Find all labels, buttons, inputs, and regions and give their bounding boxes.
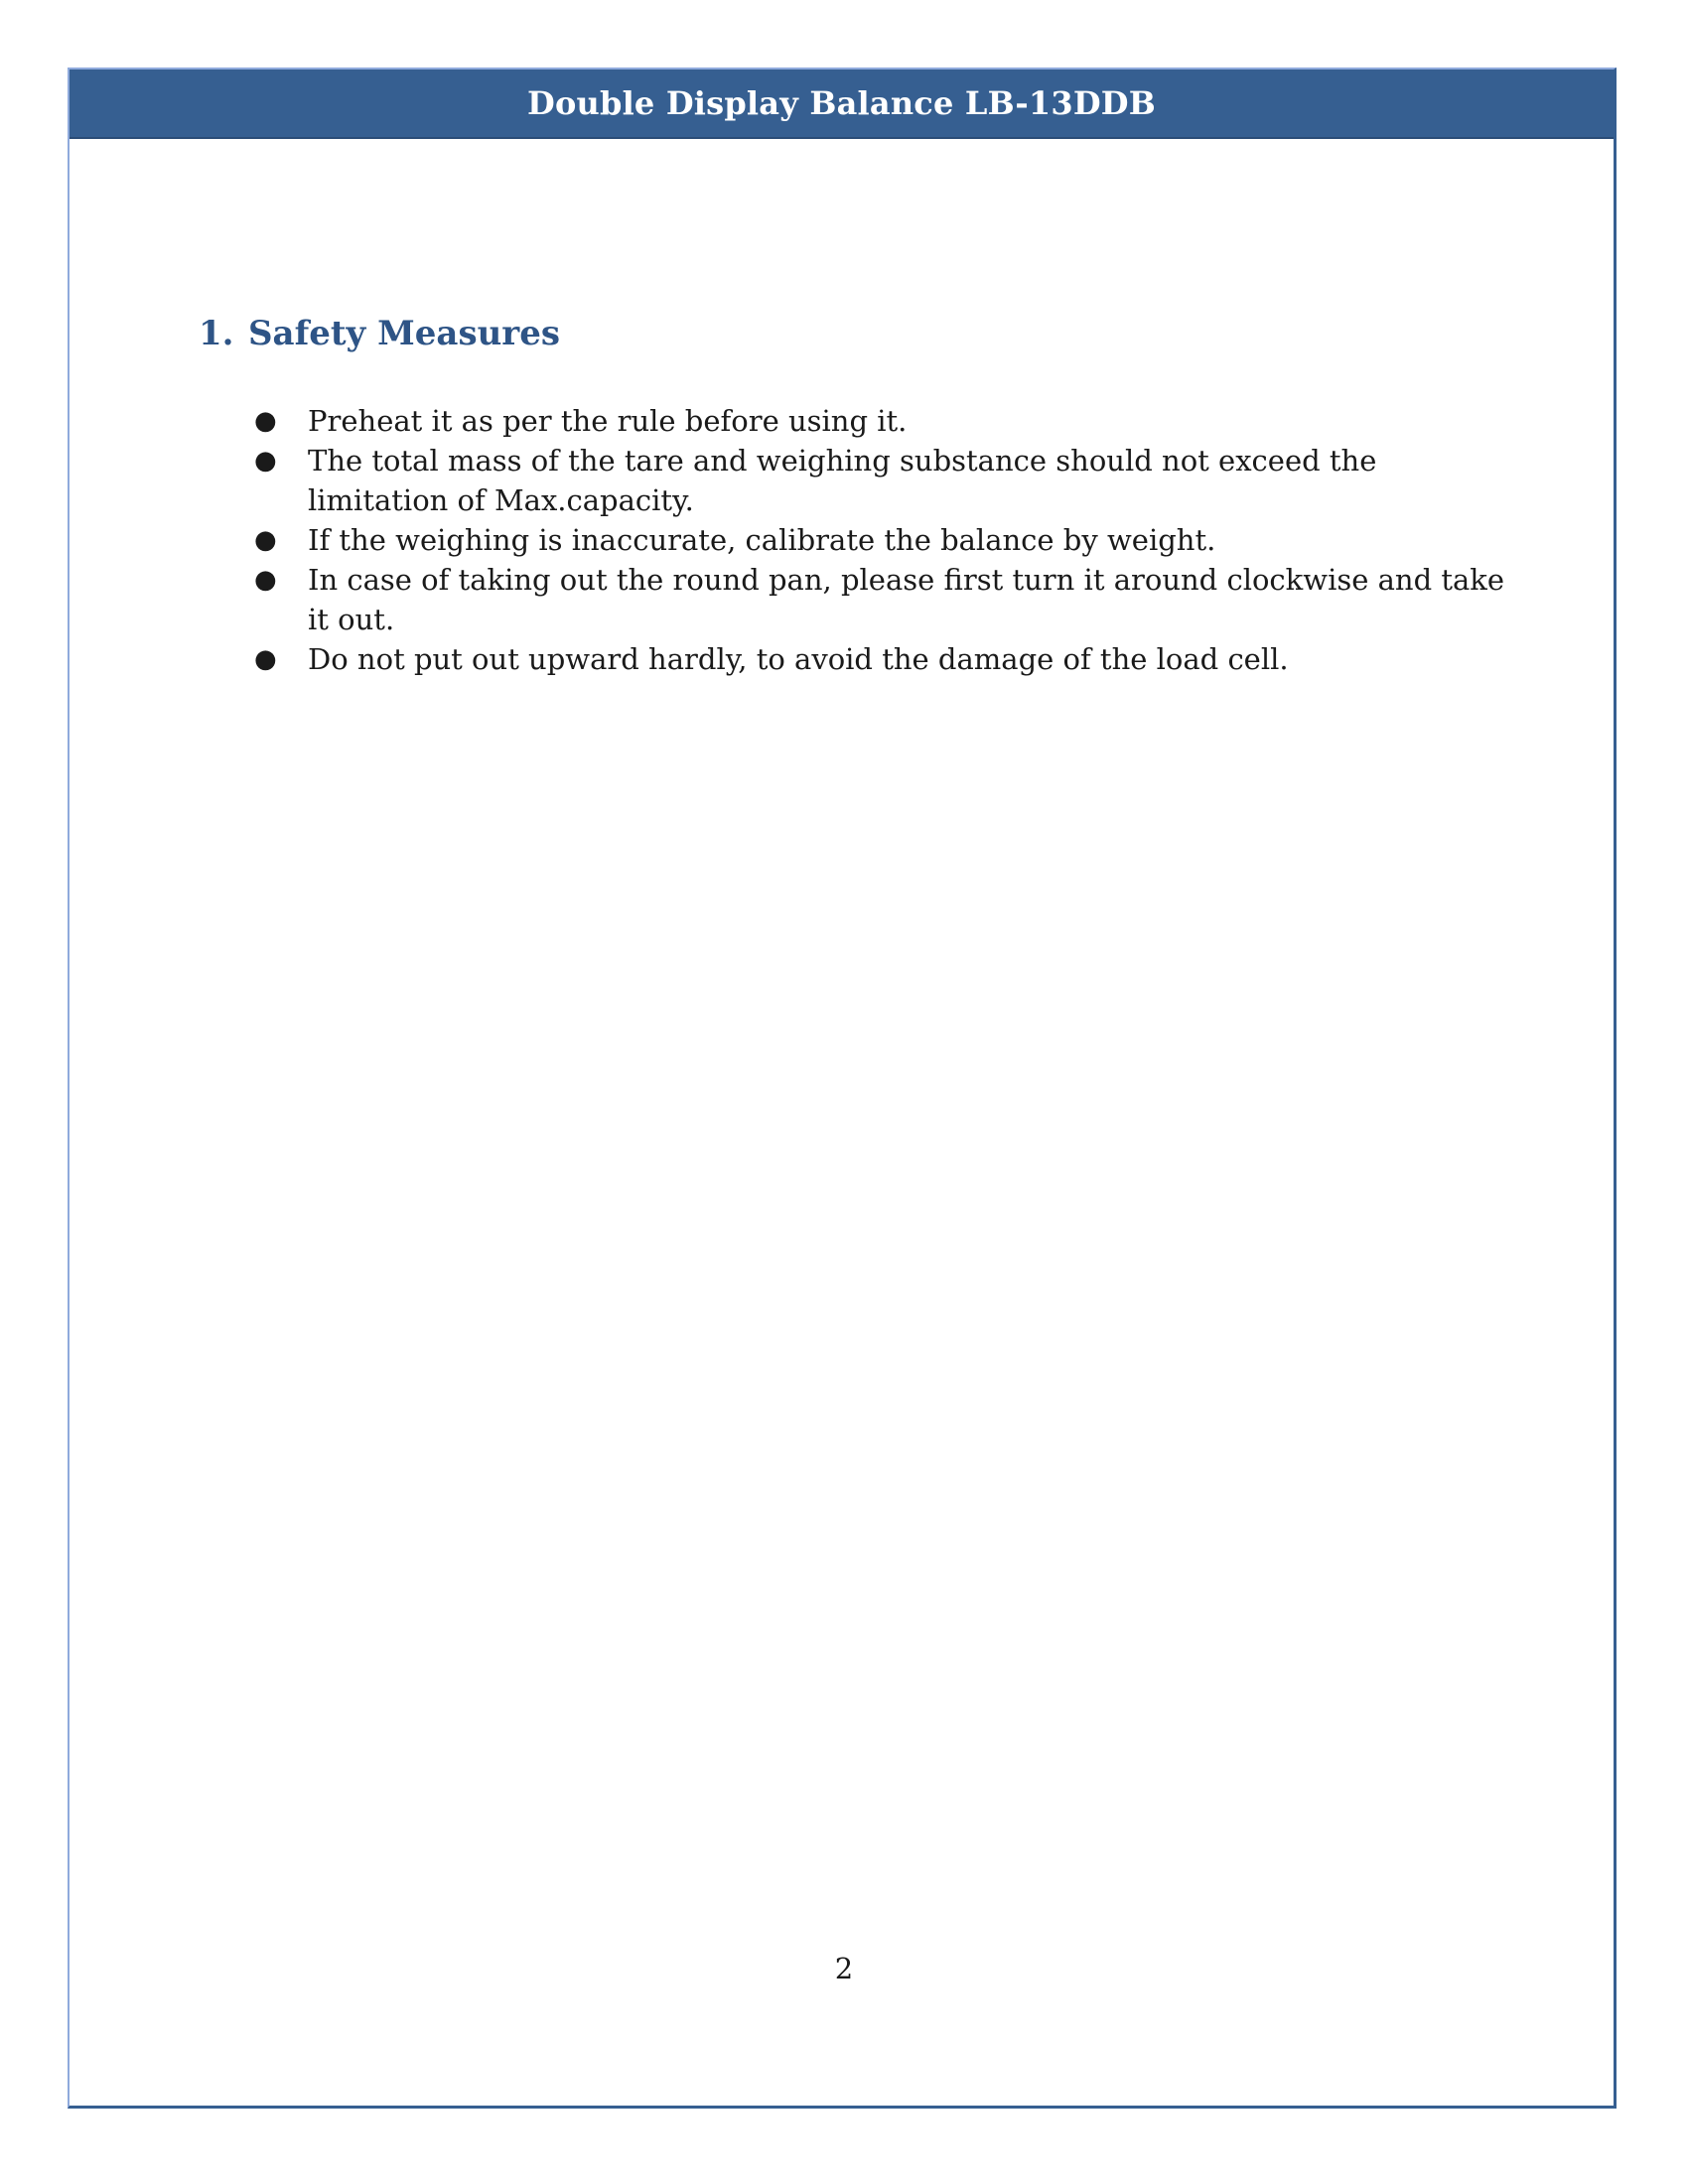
bullet-icon: ● (254, 525, 277, 555)
list-item (254, 520, 1505, 560)
bullet-icon: ● (254, 446, 277, 476)
section-number: 1. (199, 314, 234, 353)
list-item (254, 560, 1505, 639)
page-border (68, 68, 1617, 2109)
list-item (254, 441, 1505, 520)
list-item (254, 401, 1505, 441)
list-item-text: The total mass of the tare and weighing substance should not exceed the limitation of Max.capacity. (308, 444, 1377, 517)
bullet-icon: ● (254, 406, 277, 436)
list-item-text: In case of taking out the round pan, please first turn it around clockwise and take it out. (308, 563, 1505, 636)
bullet-icon: ● (254, 565, 277, 595)
list-item (254, 639, 1505, 679)
list-item-text: Do not put out upward hardly, to avoid the damage of the load cell. (308, 642, 1289, 676)
document-title: Double Display Balance LB-13DDB (527, 84, 1156, 122)
safety-measures-list (254, 401, 1505, 679)
bullet-icon: ● (254, 644, 277, 674)
section-heading (199, 314, 560, 353)
header-band (70, 69, 1614, 139)
list-item-text: If the weighing is inaccurate, calibrate the balance by weight. (308, 523, 1216, 557)
page-number: 2 (834, 1952, 854, 1985)
list-item-text: Preheat it as per the rule before using it. (308, 404, 908, 438)
section-title: Safety Measures (248, 314, 560, 353)
